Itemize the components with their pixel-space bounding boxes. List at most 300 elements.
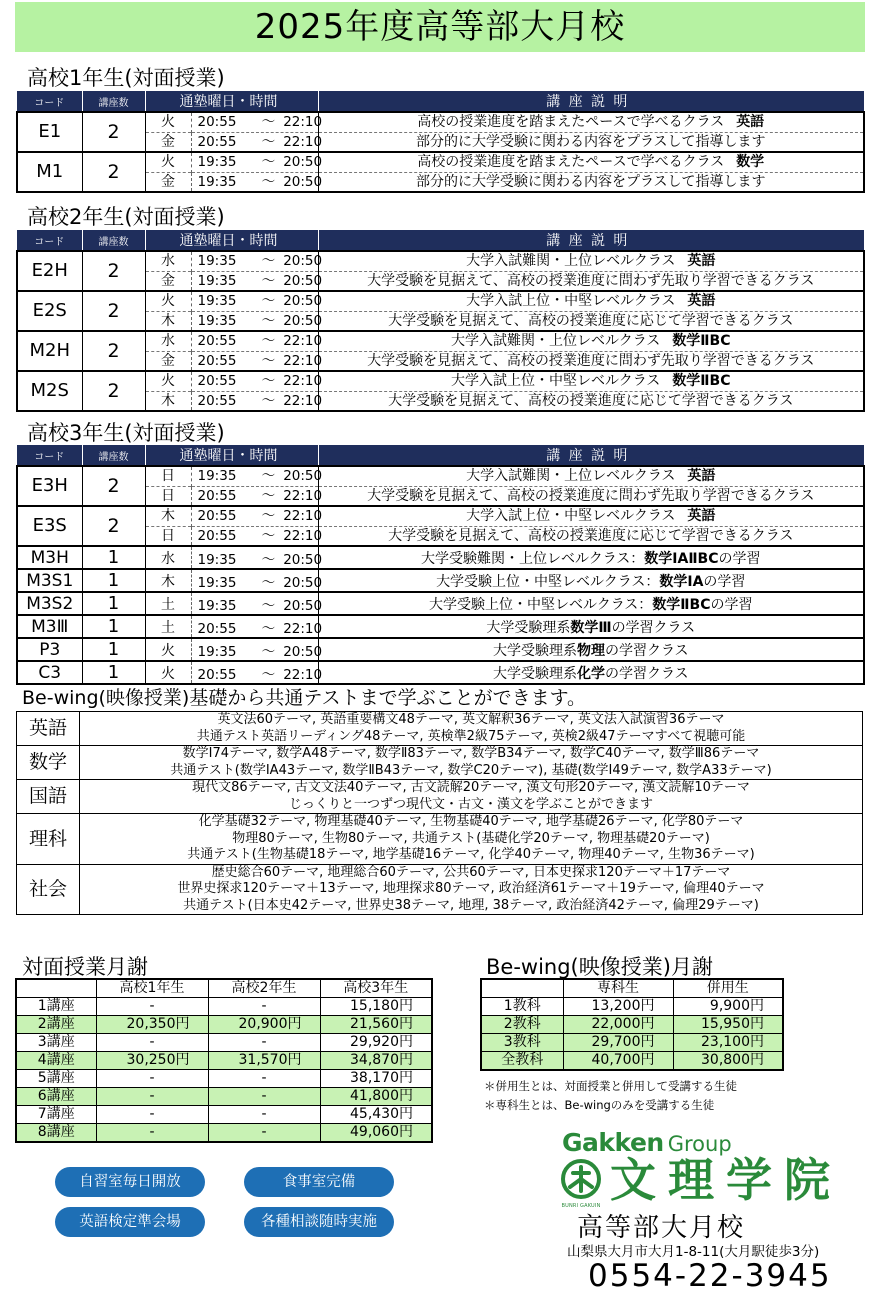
fee-label: 3教科: [481, 1034, 563, 1052]
bewing-subject: 理科: [17, 814, 80, 865]
course-code: M2S: [17, 371, 82, 411]
course-time: [191, 172, 323, 192]
course-code: E3H: [17, 466, 82, 506]
fee-row: [16, 1052, 432, 1070]
bewing-line: 共通テスト英語リーディング48テーマ, 英検準2級75テーマ, 英検2級47テーマすべて視聴可能: [196, 728, 746, 744]
time-start: 20:55: [197, 527, 237, 544]
time-start: 20:55: [197, 333, 237, 350]
course-description: [318, 486, 864, 506]
description-text: 大学受験理系: [492, 642, 577, 659]
time-end: 20:50: [283, 173, 323, 190]
time-tilde: ～: [261, 643, 276, 660]
course-count: 1: [82, 638, 145, 661]
description-suffix: の学習: [703, 573, 746, 590]
description-subject: 数学: [736, 154, 765, 171]
description-subject: 数学ⅠAⅡBC: [644, 550, 719, 567]
time-end: 22:10: [283, 133, 323, 150]
fee-row: [16, 1088, 432, 1106]
fee-header: 専科生: [563, 979, 673, 998]
course-count: 1: [82, 592, 145, 615]
fee-value: -: [208, 998, 320, 1016]
table-row: [17, 391, 864, 411]
course-code: E2S: [17, 291, 82, 331]
fee-value: -: [208, 1034, 320, 1052]
course-description: [318, 311, 864, 331]
time-start: 19:35: [197, 293, 237, 310]
course-day: 土: [145, 615, 191, 638]
fee-row: [16, 998, 432, 1016]
fee-label: 2教科: [481, 1016, 563, 1034]
header-desc: 講座説明: [318, 445, 864, 466]
fee-value: 22,000円: [563, 1016, 673, 1034]
bewing-row: [17, 746, 863, 780]
fee-label: 7講座: [16, 1106, 96, 1124]
course-day: 木: [145, 569, 191, 592]
fee-row: [16, 1124, 432, 1143]
description-text: 大学受験を見据えて、高校の授業進度に応じて学習できるクラス: [388, 392, 794, 409]
header-time: 通塾曜日・時間: [145, 445, 318, 466]
description-subject: 数学ⅠA: [659, 573, 704, 590]
fee-label: 8講座: [16, 1124, 96, 1143]
description-subject: 英語: [736, 114, 765, 131]
time-tilde: ～: [261, 154, 276, 171]
table-row: [17, 569, 864, 592]
pill-consultation: 各種相談随時実施: [244, 1207, 394, 1237]
time-tilde: ～: [261, 487, 276, 504]
time-start: 19:35: [197, 468, 237, 485]
course-day: 木: [145, 506, 191, 526]
bewing-subject: 社会: [17, 864, 80, 915]
course-description: [318, 638, 864, 661]
fee-header: 高校2年生: [208, 979, 320, 998]
time-end: 20:50: [283, 574, 323, 591]
course-code: M3H: [17, 546, 82, 569]
description-subject: 英語: [687, 508, 716, 525]
course-description: [318, 291, 864, 311]
time-start: 19:35: [197, 272, 237, 289]
description-text: 大学入試上位・中堅レベルクラス: [451, 373, 661, 390]
time-tilde: ～: [261, 312, 276, 329]
fee-row: [481, 998, 783, 1016]
time-tilde: ～: [261, 114, 276, 131]
table-row: [17, 638, 864, 661]
time-end: 22:10: [283, 620, 323, 637]
bewing-line: 歴史総合60テーマ, 地理総合60テーマ, 公共60テーマ, 日本史探求120テーマ＋17テーマ: [211, 864, 731, 880]
time-tilde: ～: [261, 352, 276, 369]
description-text: 部分的に大学受験に関わる内容をプラスして指導します: [415, 173, 766, 190]
course-description: [318, 391, 864, 411]
course-count: 1: [82, 546, 145, 569]
note-senka: ＊専科生とは、Be-wingのみを受講する生徒: [484, 1098, 715, 1112]
time-end: 20:50: [283, 597, 323, 614]
course-day: 日: [145, 526, 191, 546]
course-day: 金: [145, 351, 191, 371]
fee-value: 49,060円: [320, 1124, 432, 1143]
course-count: 1: [82, 661, 145, 684]
time-start: 19:35: [197, 551, 237, 568]
time-end: 20:50: [283, 551, 323, 568]
time-end: 20:50: [283, 643, 323, 660]
table-row: [17, 486, 864, 506]
table-row: [17, 466, 864, 486]
header-row: [17, 230, 864, 251]
course-code: C3: [17, 661, 82, 684]
time-start: 20:55: [197, 352, 237, 369]
course-day: 火: [145, 661, 191, 684]
course-description: [318, 592, 864, 615]
course-day: 木: [145, 311, 191, 331]
fee-value: -: [208, 1124, 320, 1143]
bewing-line: 数学Ⅰ74テーマ, 数学A48テーマ, 数学Ⅱ83テーマ, 数学B34テーマ, 数学C40テーマ, 数学Ⅲ86テーマ: [182, 746, 760, 761]
bewing-subject: 英語: [17, 712, 80, 746]
course-day: 火: [145, 371, 191, 391]
course-group: [17, 152, 864, 192]
table-row: [17, 506, 864, 526]
time-start: 20:55: [197, 620, 237, 637]
bunri-emblem-icon: [561, 1159, 601, 1199]
course-time: [191, 592, 323, 615]
course-description: [318, 112, 864, 132]
course-group: [17, 371, 864, 411]
course-count: 2: [82, 291, 145, 331]
fee-row: [16, 1070, 432, 1088]
fee-label: 全教科: [481, 1052, 563, 1071]
time-tilde: ～: [261, 293, 276, 310]
course-group: [17, 291, 864, 331]
course-time: [191, 251, 323, 271]
fee-header: 高校3年生: [320, 979, 432, 998]
course-description: [318, 132, 864, 152]
header-code: コード: [17, 91, 82, 112]
course-day: 金: [145, 132, 191, 152]
course-time: [191, 271, 323, 291]
fee-bewing-title: Be-wing(映像授業)月謝: [486, 955, 713, 979]
logo-mark: [561, 1159, 601, 1209]
bewing-title: Be-wing(映像授業)基礎から共通テストまで学ぶことができます。: [22, 687, 587, 709]
course-day: 火: [145, 112, 191, 132]
time-end: 20:50: [283, 154, 323, 171]
course-time: [191, 351, 323, 371]
fee-label: 4講座: [16, 1052, 96, 1070]
fee-row: [16, 1016, 432, 1034]
description-subject: 英語: [687, 468, 716, 485]
fee-header: 高校1年生: [96, 979, 208, 998]
course-code: M3S2: [17, 592, 82, 615]
time-end: 22:10: [283, 508, 323, 525]
fee-header-row: [481, 979, 783, 998]
course-code: E3S: [17, 506, 82, 546]
fee-value: 30,250円: [96, 1052, 208, 1070]
course-time: [191, 569, 323, 592]
description-text: 大学受験上位・中堅レベルクラス：: [429, 596, 653, 613]
course-day: 水: [145, 251, 191, 271]
course-description: [318, 466, 864, 486]
description-subject: 数学Ⅲ: [570, 619, 612, 636]
time-start: 19:35: [197, 597, 237, 614]
fee-header-row: [16, 979, 432, 998]
time-end: 22:10: [283, 114, 323, 131]
course-description: [318, 546, 864, 569]
fee-label: 3講座: [16, 1034, 96, 1052]
table-row: [17, 661, 864, 684]
course-group: [17, 569, 864, 592]
pill-dining-room: 食事室完備: [244, 1167, 394, 1197]
course-time: [191, 152, 323, 172]
header-num: 講座数: [82, 230, 145, 251]
schedule-table-grade3: [16, 445, 865, 685]
course-count: 2: [82, 331, 145, 371]
course-count: 2: [82, 466, 145, 506]
description-subject: 化学: [576, 665, 605, 682]
description-text: 大学受験を見据えて、高校の授業進度に応じて学習できるクラス: [388, 312, 794, 329]
course-description: [318, 661, 864, 684]
fee-value: 38,170円: [320, 1070, 432, 1088]
course-count: 2: [82, 251, 145, 291]
bewing-row: [17, 864, 863, 915]
fee-bewing-table: [480, 978, 784, 1071]
description-text: 大学入試難関・上位レベルクラス: [466, 468, 676, 485]
time-end: 22:10: [283, 487, 323, 504]
course-description: [318, 371, 864, 391]
course-group: [17, 331, 864, 371]
table-row: [17, 271, 864, 291]
fee-value: 20,350円: [96, 1016, 208, 1034]
school-phone: 0554-22-3945: [588, 1258, 832, 1294]
course-code: M3S1: [17, 569, 82, 592]
schedule-table-grade1: [16, 91, 865, 193]
header-row: [17, 91, 864, 112]
time-tilde: ～: [261, 333, 276, 350]
header-desc: 講座説明: [318, 230, 864, 251]
pill-study-room: 自習室毎日開放: [55, 1167, 205, 1197]
fee-value: 40,700円: [563, 1052, 673, 1071]
course-time: [191, 112, 323, 132]
time-start: 20:55: [197, 487, 237, 504]
fee-face-title: 対面授業月謝: [22, 955, 148, 979]
time-end: 20:50: [283, 468, 323, 485]
table-row: [17, 546, 864, 569]
course-description: [318, 172, 864, 192]
course-time: [191, 132, 323, 152]
time-tilde: ～: [261, 373, 276, 390]
description-subject: 物理: [576, 642, 605, 659]
bewing-line: 英文法60テーマ, 英語重要構文48テーマ, 英文解釈36テーマ, 英文法入試演習36テーマ: [217, 712, 725, 727]
course-count: 2: [82, 506, 145, 546]
fee-value: 31,570円: [208, 1052, 320, 1070]
bewing-lines: [80, 864, 863, 915]
time-tilde: ～: [261, 173, 276, 190]
course-count: 2: [82, 112, 145, 152]
section-title-3: 高校3年生(対面授業): [27, 421, 225, 445]
course-day: 土: [145, 592, 191, 615]
course-time: [191, 391, 323, 411]
bewing-line: 化学基礎32テーマ, 物理基礎40テーマ, 生物基礎40テーマ, 地学基礎26テーマ, 化学80テーマ: [198, 814, 744, 829]
time-end: 22:10: [283, 373, 323, 390]
time-start: 19:35: [197, 312, 237, 329]
bewing-lines: [80, 712, 863, 746]
bewing-table: [16, 711, 863, 915]
time-end: 22:10: [283, 333, 323, 350]
description-subject: 英語: [687, 253, 716, 270]
course-group: [17, 638, 864, 661]
bewing-subject: 数学: [17, 746, 80, 780]
table-row: [17, 331, 864, 351]
course-group: [17, 546, 864, 569]
course-time: [191, 638, 323, 661]
course-code: M3Ⅲ: [17, 615, 82, 638]
time-start: 19:35: [197, 253, 237, 270]
pill-eiken-venue: 英語検定準会場: [55, 1207, 205, 1237]
course-description: [318, 152, 864, 172]
course-time: [191, 291, 323, 311]
bewing-subject: 国語: [17, 780, 80, 814]
fee-header: 併用生: [673, 979, 783, 998]
fee-value: 13,200円: [563, 998, 673, 1016]
course-day: 金: [145, 271, 191, 291]
logo-gakken: Gakken: [562, 1128, 664, 1157]
table-row: [17, 132, 864, 152]
time-tilde: ～: [261, 392, 276, 409]
time-end: 20:50: [283, 272, 323, 289]
fee-value: 23,100円: [673, 1034, 783, 1052]
note-heiyou: ＊併用生とは、対面授業と併用して受講する生徒: [484, 1079, 737, 1093]
description-text: 大学入試難関・上位レベルクラス: [466, 253, 676, 270]
header-code: コード: [17, 230, 82, 251]
description-suffix: の学習: [718, 550, 761, 567]
bewing-line: じっくりと一つずつ現代文・古文・漢文を学ぶことができます: [288, 796, 653, 812]
course-time: [191, 466, 323, 486]
course-day: 水: [145, 331, 191, 351]
time-end: 22:10: [283, 666, 323, 683]
fee-value: -: [208, 1106, 320, 1124]
time-end: 20:50: [283, 293, 323, 310]
fee-value: 20,900円: [208, 1016, 320, 1034]
description-text: 大学受験理系: [492, 665, 577, 682]
bewing-row: [17, 780, 863, 814]
time-end: 22:10: [283, 392, 323, 409]
time-tilde: ～: [261, 253, 276, 270]
description-subject: 英語: [687, 293, 716, 310]
course-count: 2: [82, 152, 145, 192]
fee-row: [16, 1106, 432, 1124]
time-start: 20:55: [197, 508, 237, 525]
fee-value: -: [96, 1034, 208, 1052]
time-tilde: ～: [261, 574, 276, 591]
time-end: 22:10: [283, 352, 323, 369]
table-row: [17, 251, 864, 271]
time-tilde: ～: [261, 620, 276, 637]
course-time: [191, 526, 323, 546]
table-row: [17, 172, 864, 192]
bewing-line: 現代文86テーマ, 古文文法40テーマ, 古文読解20テーマ, 漢文句形20テーマ, 漢文読解10テーマ: [192, 780, 750, 795]
description-subject: 数学ⅡBC: [672, 333, 731, 350]
course-count: 2: [82, 371, 145, 411]
course-time: [191, 615, 323, 638]
table-row: [17, 152, 864, 172]
logo-group-word: Group: [667, 1132, 732, 1156]
time-tilde: ～: [261, 597, 276, 614]
course-day: 木: [145, 391, 191, 411]
header-row: [17, 445, 864, 466]
course-description: [318, 271, 864, 291]
fee-face-table: [15, 978, 433, 1143]
time-start: 20:55: [197, 666, 237, 683]
course-description: [318, 569, 864, 592]
fee-row: [481, 1016, 783, 1034]
fee-value: 45,430円: [320, 1106, 432, 1124]
course-day: 火: [145, 638, 191, 661]
fee-header: [481, 979, 563, 998]
fee-value: 29,920円: [320, 1034, 432, 1052]
fee-value: 15,180円: [320, 998, 432, 1016]
description-text: 部分的に大学受験に関わる内容をプラスして指導します: [415, 133, 766, 150]
header-desc: 講座説明: [318, 91, 864, 112]
course-group: [17, 661, 864, 684]
course-time: [191, 661, 323, 684]
time-tilde: ～: [261, 527, 276, 544]
description-text: 大学入試上位・中堅レベルクラス: [466, 508, 676, 525]
course-group: [17, 112, 864, 152]
time-start: 20:55: [197, 114, 237, 131]
header-code: コード: [17, 445, 82, 466]
bewing-lines: [80, 814, 863, 865]
fee-row: [16, 1034, 432, 1052]
course-count: 1: [82, 569, 145, 592]
fee-value: -: [96, 1106, 208, 1124]
table-row: [17, 291, 864, 311]
course-time: [191, 331, 323, 351]
course-day: 火: [145, 291, 191, 311]
time-tilde: ～: [261, 468, 276, 485]
description-subject: 数学ⅡBC: [672, 373, 731, 390]
description-subject: 数学ⅡBC: [652, 596, 711, 613]
table-row: [17, 311, 864, 331]
fee-value: 29,700円: [563, 1034, 673, 1052]
time-start: 20:55: [197, 133, 237, 150]
time-start: 20:55: [197, 373, 237, 390]
course-description: [318, 526, 864, 546]
course-code: E1: [17, 112, 82, 152]
description-text: 大学入試難関・上位レベルクラス: [451, 333, 661, 350]
bewing-row: [17, 814, 863, 865]
fee-label: 2講座: [16, 1016, 96, 1034]
header-time: 通塾曜日・時間: [145, 230, 318, 251]
fee-value: -: [208, 1088, 320, 1106]
fee-value: 34,870円: [320, 1052, 432, 1070]
time-tilde: ～: [261, 666, 276, 683]
fee-value: -: [96, 1088, 208, 1106]
fee-label: 5講座: [16, 1070, 96, 1088]
fee-value: -: [208, 1070, 320, 1088]
table-row: [17, 112, 864, 132]
course-time: [191, 311, 323, 331]
course-group: [17, 466, 864, 506]
course-code: P3: [17, 638, 82, 661]
bewing-line: 物理80テーマ, 生物80テーマ, 共通テスト(基礎化学20テーマ, 物理基礎20テーマ): [232, 830, 710, 846]
description-suffix: の学習クラス: [611, 619, 696, 636]
course-time: [191, 486, 323, 506]
bewing-lines: [80, 780, 863, 814]
logo-name: 文理学院: [610, 1153, 842, 1207]
course-time: [191, 506, 323, 526]
fee-value: -: [96, 1070, 208, 1088]
header-num: 講座数: [82, 445, 145, 466]
description-text: 高校の授業進度を踏まえたペースで学べるクラス: [417, 114, 725, 131]
fee-value: -: [96, 1124, 208, 1143]
course-description: [318, 351, 864, 371]
course-group: [17, 592, 864, 615]
description-text: 大学入試上位・中堅レベルクラス: [466, 293, 676, 310]
